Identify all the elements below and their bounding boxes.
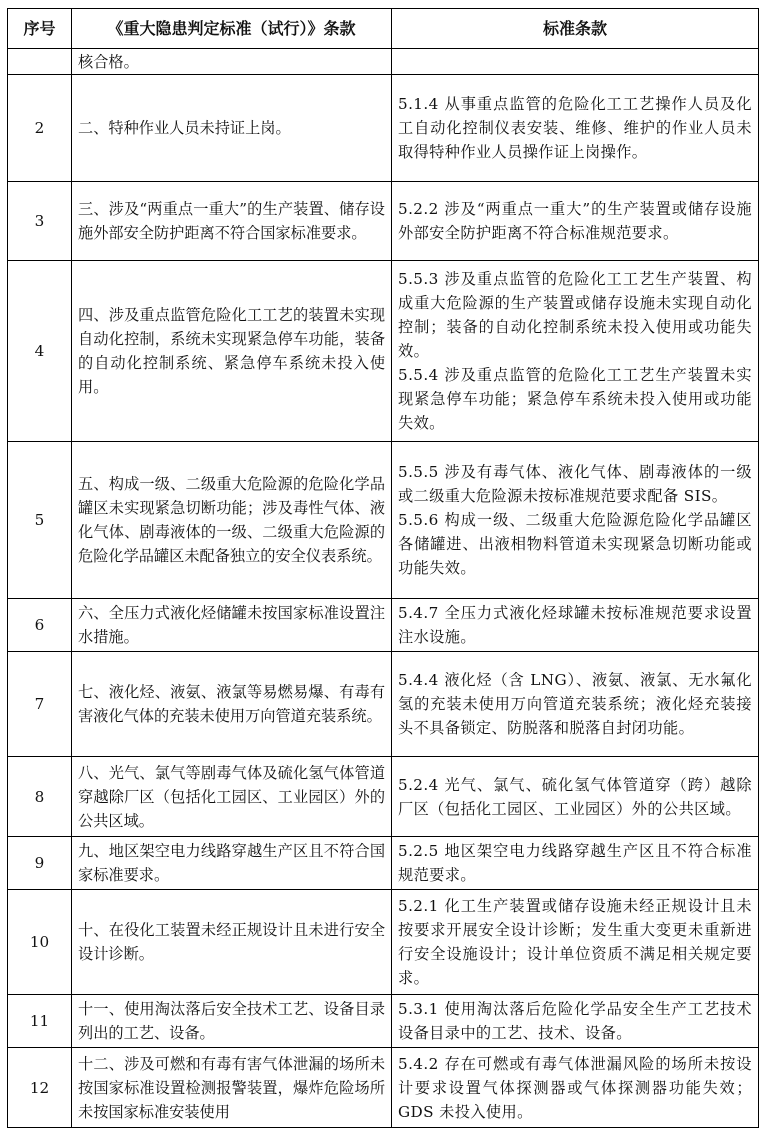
row-clause: 七、液化烃、液氨、液氯等易燃易爆、有毒有害液化气体的充装未使用万向管道充装系统。 (72, 652, 392, 757)
row-standard (392, 182, 759, 261)
table-row (8, 182, 759, 261)
row-standard (392, 1048, 759, 1128)
row-number: 9 (8, 837, 72, 890)
row-clause: 六、全压力式液化烃储罐未按国家标准设置注水措施。 (72, 599, 392, 652)
row-standard (392, 49, 759, 75)
row-number: 5 (8, 442, 72, 599)
standard-paragraph: 5.1.4 从事重点监管的危险化工工艺操作人员及化工自动化控制仪表安装、维修、维护的作业人员未取得特种作业人员操作证上岗操作。 (398, 95, 752, 161)
row-number: 8 (8, 757, 72, 837)
row-clause: 十、在役化工装置未经正规设计且未进行安全设计诊断。 (72, 890, 392, 995)
row-standard (392, 261, 759, 442)
row-standard (392, 837, 759, 890)
table-row (8, 49, 759, 75)
header-clause: 《重大隐患判定标准（试行）》条款 (72, 9, 392, 49)
row-number: 10 (8, 890, 72, 995)
row-number: 12 (8, 1048, 72, 1128)
table-row (8, 890, 759, 995)
header-standard: 标准条款 (392, 9, 759, 49)
row-standard (392, 442, 759, 599)
row-clause: 八、光气、氯气等剧毒气体及硫化氢气体管道穿越除厂区（包括化工园区、工业园区）外的公共区域。 (72, 757, 392, 837)
standard-paragraph: 5.2.2 涉及“两重点一重大”的生产装置或储存设施外部安全防护距离不符合标准规范要求。 (398, 200, 752, 242)
table-row (8, 599, 759, 652)
row-standard (392, 890, 759, 995)
row-clause: 十二、涉及可燃和有毒有害气体泄漏的场所未按国家标准设置检测报警装置，爆炸危险场所未按国家标准安装使用 (72, 1048, 392, 1128)
row-clause: 五、构成一级、二级重大危险源的危险化学品罐区未实现紧急切断功能；涉及毒性气体、液化气体、剧毒液体的一级、二级重大危险源的危险化学品罐区未配备独立的安全仪表系统。 (72, 442, 392, 599)
standard-paragraph: 5.4.7 全压力式液化烃球罐未按标准规范要求设置注水设施。 (398, 604, 752, 646)
table-row (8, 757, 759, 837)
row-standard (392, 75, 759, 182)
standards-table (7, 8, 759, 1128)
row-clause: 三、涉及“两重点一重大”的生产装置、储存设施外部安全防护距离不符合国家标准要求。 (72, 182, 392, 261)
standard-paragraph: 5.5.3 涉及重点监管的危险化工工艺生产装置、构成重大危险源的生产装置或储存设施未实现自动化控制；装备的自动化控制系统未投入使用或功能失效。 (398, 270, 752, 360)
standard-paragraph: 5.4.4 液化烃（含 LNG）、液氨、液氯、无水氟化氢的充装未使用万向管道充装系统；液化烃充装接头不具备锁定、防脱落和脱落自封闭功能。 (398, 671, 752, 737)
table-row (8, 1048, 759, 1128)
row-standard (392, 995, 759, 1048)
row-clause: 九、地区架空电力线路穿越生产区且不符合国家标准要求。 (72, 837, 392, 890)
row-number: 7 (8, 652, 72, 757)
standard-paragraph: 5.2.5 地区架空电力线路穿越生产区且不符合标准规范要求。 (398, 842, 752, 884)
row-number: 11 (8, 995, 72, 1048)
row-standard (392, 652, 759, 757)
table-row (8, 261, 759, 442)
table-header-row (8, 9, 759, 49)
row-clause: 二、特种作业人员未持证上岗。 (72, 75, 392, 182)
row-number: 4 (8, 261, 72, 442)
standard-paragraph: 5.4.2 存在可燃或有毒气体泄漏风险的场所未按设计要求设置气体探测器或气体探测器功能失效；GDS 未投入使用。 (398, 1054, 752, 1121)
row-clause: 核合格。 (72, 49, 392, 75)
standard-paragraph: 5.2.4 光气、氯气、硫化氢气体管道穿（跨）越除厂区（包括化工园区、工业园区）外的公共区域。 (398, 775, 752, 818)
row-number (8, 49, 72, 75)
row-clause: 四、涉及重点监管危险化工工艺的装置未实现自动化控制，系统未实现紧急停车功能，装备的自动化控制系统、紧急停车系统未投入使用。 (72, 261, 392, 442)
table-row (8, 442, 759, 599)
table-row (8, 75, 759, 182)
table-row (8, 652, 759, 757)
standard-paragraph: 5.5.4 涉及重点监管的危险化工工艺生产装置未实现紧急停车功能；紧急停车系统未投入使用或功能失效。 (398, 366, 752, 432)
header-seq: 序号 (8, 9, 72, 49)
row-standard (392, 757, 759, 837)
table-row (8, 837, 759, 890)
row-clause: 十一、使用淘汰落后安全技术工艺、设备目录列出的工艺、设备。 (72, 995, 392, 1048)
standard-paragraph: 5.5.5 涉及有毒气体、液化气体、剧毒液体的一级或二级重大危险源未按标准规范要求配备 SIS。 (398, 463, 752, 505)
standard-paragraph: 5.2.1 化工生产装置或储存设施未经正规设计且未按要求开展安全设计诊断；发生重大变更未重新进行安全设施设计；设计单位资质不满足相关规定要求。 (398, 897, 752, 987)
row-standard (392, 599, 759, 652)
table-row (8, 995, 759, 1048)
row-number: 6 (8, 599, 72, 652)
standard-paragraph: 5.5.6 构成一级、二级重大危险源危险化学品罐区各储罐进、出液相物料管道未实现紧急切断功能或功能失效。 (398, 511, 752, 577)
row-number: 3 (8, 182, 72, 261)
row-number: 2 (8, 75, 72, 182)
standard-paragraph: 5.3.1 使用淘汰落后危险化学品安全生产工艺技术设备目录中的工艺、技术、设备。 (398, 1000, 752, 1042)
